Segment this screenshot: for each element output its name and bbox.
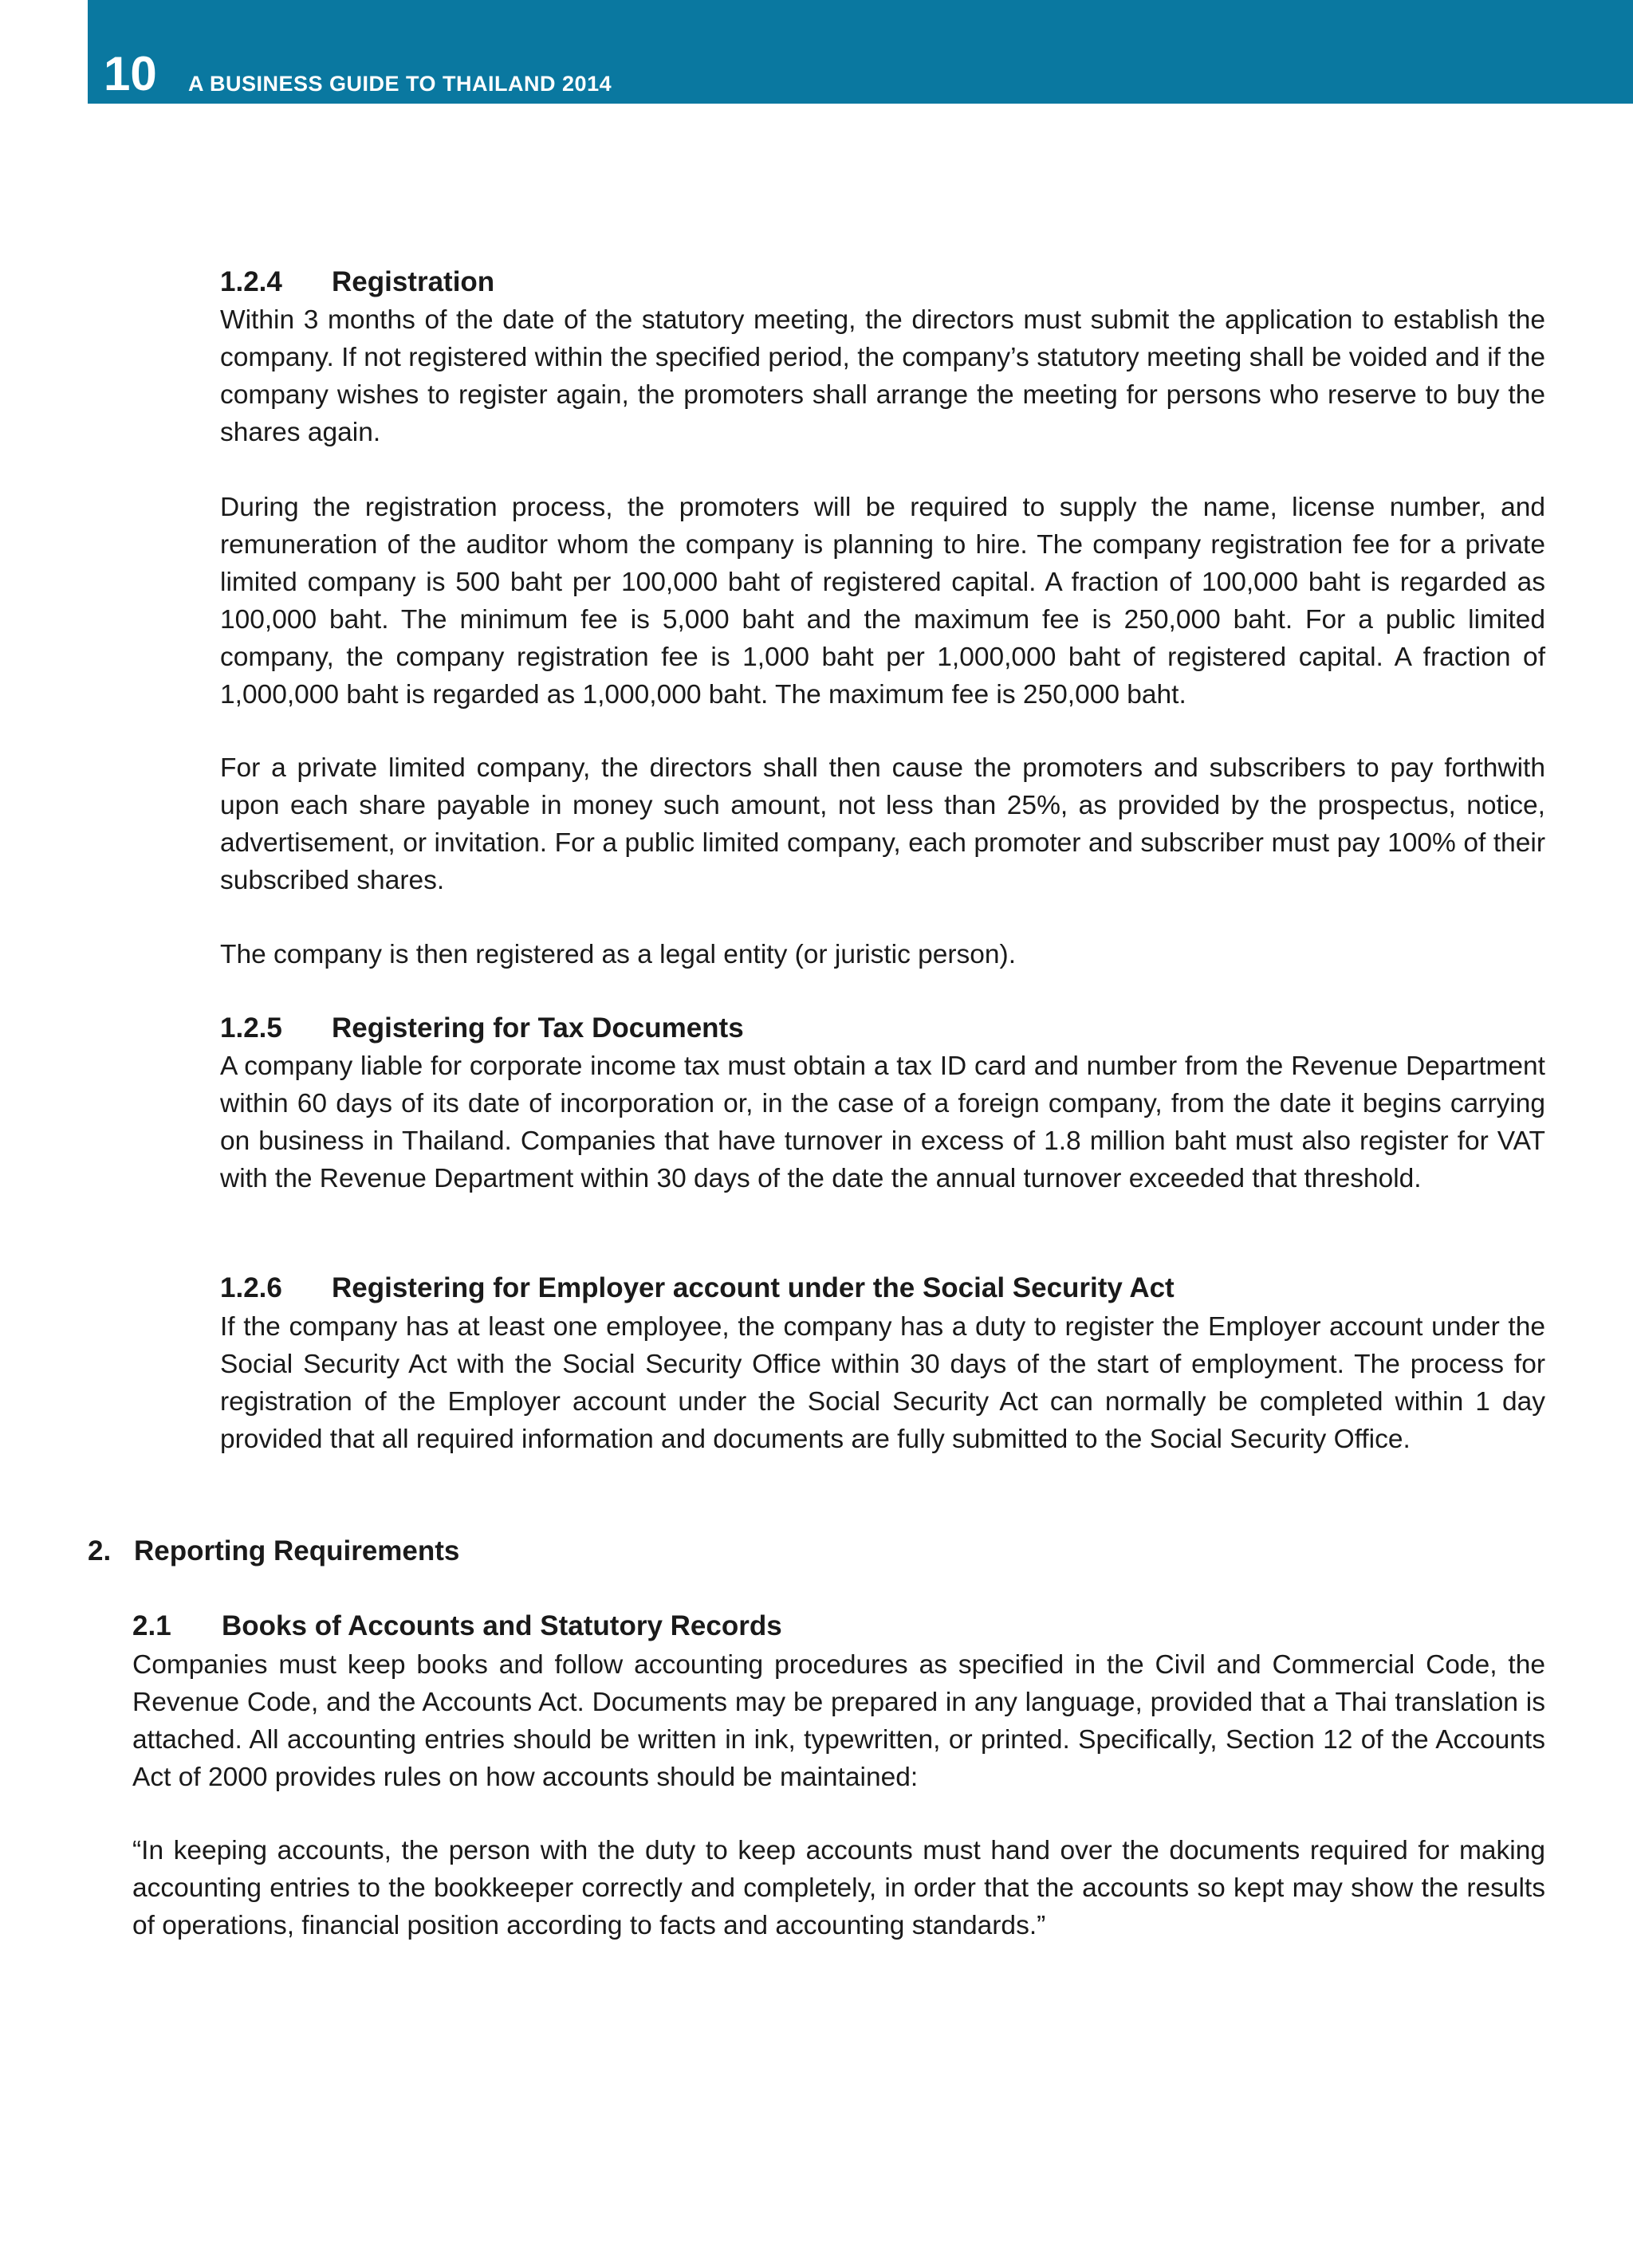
section-number: 1.2.5 <box>220 1012 282 1044</box>
paragraph: Companies must keep books and follow accounting procedures as specified in the Civil and Commercial Code, the Revenue Code, and the Accounts Act. Documents may be prepared in any language, provided that a Thai translation is attached. All accounting entries should be written in ink, typewritten, or printed. Specifically, Section 12 of the Accounts Act of 2000 provides rules on how accounts should be maintained: <box>132 1650 1545 1792</box>
paragraph: Within 3 months of the date of the statutory meeting, the directors must submit the application to establish the company. If not registered within the specified period, the company’s statutory meeting shall be voided and if the company wishes to register again, the promoters shall arrange the meeting for persons who reserve to buy the shares again. <box>220 305 1545 447</box>
section-title: Registration <box>332 266 495 297</box>
section-number: 2.1 <box>132 1610 171 1641</box>
page-number: 10 <box>104 47 157 100</box>
header-title: A BUSINESS GUIDE TO THAILAND 2014 <box>188 72 612 96</box>
section-title: Registering for Tax Documents <box>332 1012 744 1044</box>
paragraph: A company liable for corporate income tax must obtain a tax ID card and number from the Revenue Department within 60 days of its date of incorporation or, in the case of a foreign company, from the date it begins carrying on business in Thailand. Companies that have turnover in excess of 1.8 million baht must also register for VAT with the Revenue Department within 30 days of the date the annual turnover exceeded that threshold. <box>220 1051 1545 1193</box>
section-title: Registering for Employer account under the Social Security Act <box>332 1272 1175 1303</box>
paragraph: If the company has at least one employee, the company has a duty to register the Employer account under the Social Security Act with the Social Security Office within 30 days of the start of employment. The process for registration of the Employer account under the Social Security Act can normally be completed within 1 day provided that all required information and documents are fully submitted to the Social Security Office. <box>220 1312 1545 1454</box>
quote-paragraph: “In keeping accounts, the person with the duty to keep accounts must hand over the documents required for making accounting entries to the bookkeeper correctly and completely, in order that the accounts so kept may show the results of operations, financial position according to facts and accounting standards.” <box>132 1836 1545 1940</box>
section-title: Reporting Requirements <box>134 1535 460 1566</box>
section-heading-1-2-4 <box>220 265 494 300</box>
section-number: 2. <box>88 1535 112 1566</box>
paragraph: For a private limited company, the directors shall then cause the promoters and subscribers to pay forthwith upon each share payable in money such amount, not less than 25%, as provided by the prospectus, notice, advertisement, or invitation. For a public limited company, each promoter and subscriber must pay 100% of their subscribed shares. <box>220 753 1545 895</box>
section-number: 1.2.4 <box>220 266 282 297</box>
section-heading-2-1 <box>132 1609 782 1644</box>
section-heading-1-2-5 <box>220 1011 744 1046</box>
section-heading-1-2-6 <box>220 1271 1175 1306</box>
section-number: 1.2.6 <box>220 1272 282 1303</box>
section-heading-2 <box>88 1534 459 1569</box>
paragraph: During the registration process, the promoters will be required to supply the name, license number, and remuneration of the auditor whom the company is planning to hire. The company registration fee for a private limited company is 500 baht per 100,000 baht of registered capital. A fraction of 100,000 baht is regarded as 100,000 baht. The minimum fee is 5,000 baht and the maximum fee is 250,000 baht. For a public limited company, the company registration fee is 1,000 baht per 1,000,000 baht of registered capital. A fraction of 1,000,000 baht is regarded as 1,000,000 baht. The maximum fee is 250,000 baht. <box>220 493 1545 709</box>
paragraph: The company is then registered as a legal entity (or juristic person). <box>220 940 1017 969</box>
section-title: Books of Accounts and Statutory Records <box>222 1610 782 1641</box>
